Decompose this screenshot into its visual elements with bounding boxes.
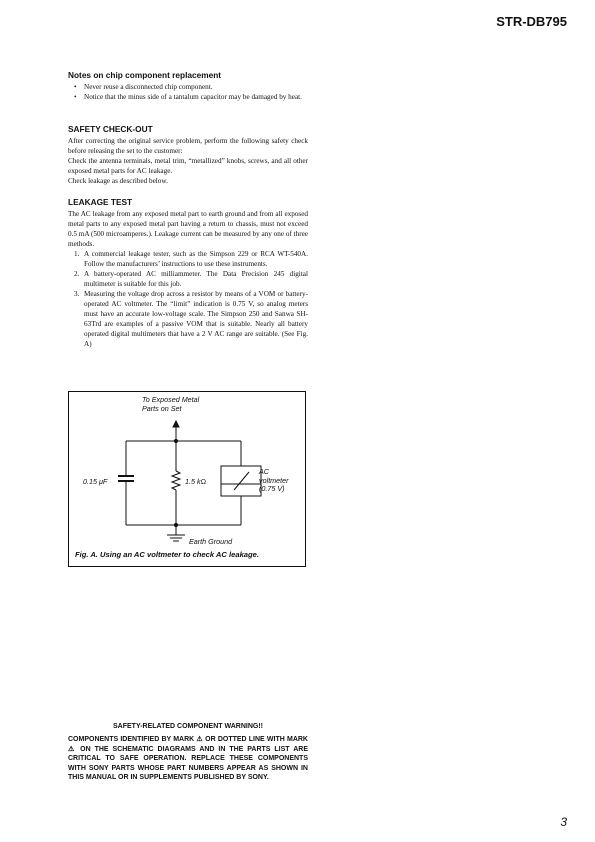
safety-paragraph: After correcting the original service problem, perform the following safety check before releasing the set to the customer:	[68, 137, 308, 155]
probe-label-line: To Exposed Metal	[142, 395, 200, 404]
leakage-method-item	[68, 249, 308, 269]
figure-a	[68, 391, 306, 567]
leakage-method-text: Measuring the voltage drop across a resistor by means of a VOM or battery-operated AC voltmeter. The “limit” indication is 0.75 V, so analog meters must have an accurate low-voltage scale. The Simpson 250 and Sanwa SH-63Trd are examples of a passive VOM that is suitable. Nearly all battery operated digital multimeters that have a 2 V AC range are suitable. (See Fig. A)	[84, 290, 308, 348]
safety-warning-body: COMPONENTS IDENTIFIED BY MARK ⚠ OR DOTTED LINE WITH MARK ⚠ ON THE SCHEMATIC DIAGRAMS AND IN THE PARTS LIST ARE CRITICAL TO SAFE OPERATION. REPLACE THESE COMPONENTS WITH SONY PARTS WHOSE PART NUMBERS APPEAR AS SHOWN IN THIS MANUAL OR IN SUPPLEMENTS PUBLISHED BY SONY.	[68, 736, 308, 782]
leakage-method-item	[68, 289, 308, 349]
safety-checkout-section	[68, 124, 308, 186]
model-number: STR-DB795	[496, 14, 567, 29]
chip-notes-title: Notes on chip component replacement	[68, 70, 222, 80]
voltmeter-label-line: AC	[259, 467, 269, 476]
safety-paragraph: Check the antenna terminals, metal trim, “metallized” knobs, screws, and all other exposed metal parts for AC leakage.	[68, 157, 308, 175]
chip-note-item: • Never reuse a disconnected chip component.	[68, 82, 308, 92]
safety-warning	[68, 723, 308, 783]
leakage-intro: The AC leakage from any exposed metal part to earth ground and from all exposed metal parts to any exposed metal part having a return to chassis, must not exceed 0.5 mA (500 microamperes.). Leakage current can be measured by any one of three methods.	[68, 210, 308, 248]
safety-paragraph: Check leakage as described below.	[68, 177, 168, 185]
safety-checkout-title: SAFETY CHECK-OUT	[68, 124, 153, 134]
leakage-method-text: A battery-operated AC milliammeter. The Data Precision 245 digital multimeter is suitable for this job.	[84, 270, 308, 288]
probe-arrow-icon	[173, 421, 179, 427]
chip-notes-list	[68, 82, 308, 102]
ground-label: Earth Ground	[189, 537, 233, 546]
voltmeter-needle-icon	[234, 472, 249, 490]
leakage-method-number: 1.	[74, 250, 80, 258]
page-number: 3	[560, 815, 567, 829]
safety-warning-title: SAFETY-RELATED COMPONENT WARNING!!	[113, 723, 263, 730]
leakage-method-number: 2.	[74, 270, 80, 278]
leakage-method-number: 3.	[74, 290, 80, 298]
resistor-zigzag-icon	[172, 471, 180, 490]
figure-caption: Fig. A. Using an AC voltmeter to check AC leakage.	[75, 550, 259, 559]
capacitor-label: 0.15 μF	[83, 477, 108, 486]
chip-note-item: • Notice that the minus side of a tantalum capacitor may be damaged by heat.	[68, 92, 308, 102]
leakage-method-item	[68, 269, 308, 289]
leakage-methods-list	[68, 249, 308, 349]
leakage-method-text: A commercial leakage tester, such as the Simpson 229 or RCA WT-540A. Follow the manufacturers’ instructions to use these instruments.	[84, 250, 308, 268]
probe-label	[142, 396, 199, 413]
voltmeter-label	[259, 468, 289, 494]
probe-label-line: Parts on Set	[142, 403, 182, 413]
leakage-test-section	[68, 197, 308, 349]
leakage-test-title: LEAKAGE TEST	[68, 197, 133, 207]
voltmeter-label-line: (0.75 V)	[259, 484, 285, 493]
resistor-label: 1.5 kΩ	[185, 477, 207, 486]
voltmeter-label-line: voltmeter	[259, 475, 289, 485]
chip-notes-section	[68, 70, 308, 102]
